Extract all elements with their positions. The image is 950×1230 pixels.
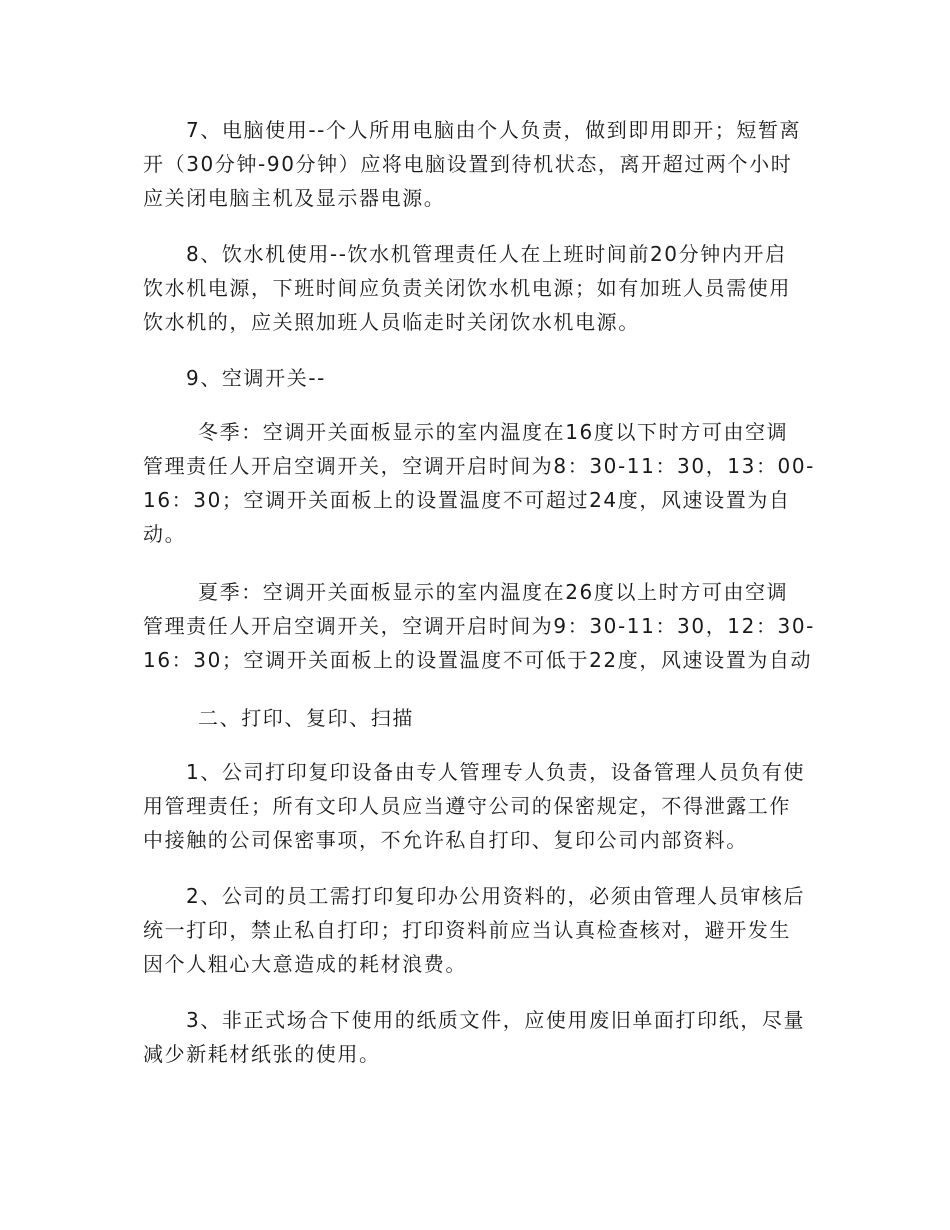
printing-2-line-2: 统一打印，禁止私自打印；打印资料前应当认真检查核对，避开发生	[143, 918, 791, 942]
printing-1-line-2: 用管理责任；所有文印人员应当遵守公司的保密规定，不得泄露工作	[143, 794, 791, 818]
paragraph-8-line-3: 饮水机的，应关照加班人员临走时关闭饮水机电源。	[143, 310, 640, 334]
printing-2-line-1: 2、公司的员工需打印复印办公用资料的，必须由管理人员审核后	[186, 884, 806, 908]
printing-3-line-1: 3、非正式场合下使用的纸质文件，应使用废旧单面打印纸，尽量	[186, 1008, 806, 1032]
winter-line-2: 管理责任人开启空调开关，空调开启时间为8：30-11：30，13：00-	[143, 454, 816, 478]
summer-line-1: 夏季：空调开关面板显示的室内温度在26度以上时方可由空调	[198, 580, 789, 604]
paragraph-7-line-2: 开（30分钟-90分钟）应将电脑设置到待机状态，离开超过两个小时	[143, 152, 793, 176]
paragraph-7-line-3: 应关闭电脑主机及显示器电源。	[143, 186, 446, 210]
summer-line-2: 管理责任人开启空调开关，空调开启时间为9：30-11：30，12：30-	[143, 614, 816, 638]
paragraph-8-line-1: 8、饮水机使用--饮水机管理责任人在上班时间前20分钟内开启	[186, 242, 787, 266]
winter-line-1: 冬季：空调开关面板显示的室内温度在16度以下时方可由空调	[198, 420, 789, 444]
printing-2-line-3: 因个人粗心大意造成的耗材浪费。	[143, 952, 467, 976]
printing-1-line-3: 中接触的公司保密事项，不允许私自打印、复印公司内部资料。	[143, 828, 748, 852]
paragraph-9-heading: 9、空调开关--	[186, 366, 326, 390]
summer-line-3: 16：30；空调开关面板上的设置温度不可低于22度，风速设置为自动	[143, 648, 813, 672]
printing-1-line-1: 1、公司打印复印设备由专人管理专人负责，设备管理人员负有使	[186, 760, 806, 784]
paragraph-7-line-1: 7、电脑使用--个人所用电脑由个人负责，做到即用即开；短暂离	[186, 118, 802, 142]
winter-line-4: 动。	[143, 522, 187, 546]
paragraph-8-line-2: 饮水机电源，下班时间应负责关闭饮水机电源；如有加班人员需使用	[143, 276, 791, 300]
printing-3-line-2: 减少新耗材纸张的使用。	[143, 1042, 381, 1066]
section-heading-printing: 二、打印、复印、扫描	[198, 706, 414, 730]
winter-line-3: 16：30；空调开关面板上的设置温度不可超过24度，风速设置为自	[143, 488, 791, 512]
